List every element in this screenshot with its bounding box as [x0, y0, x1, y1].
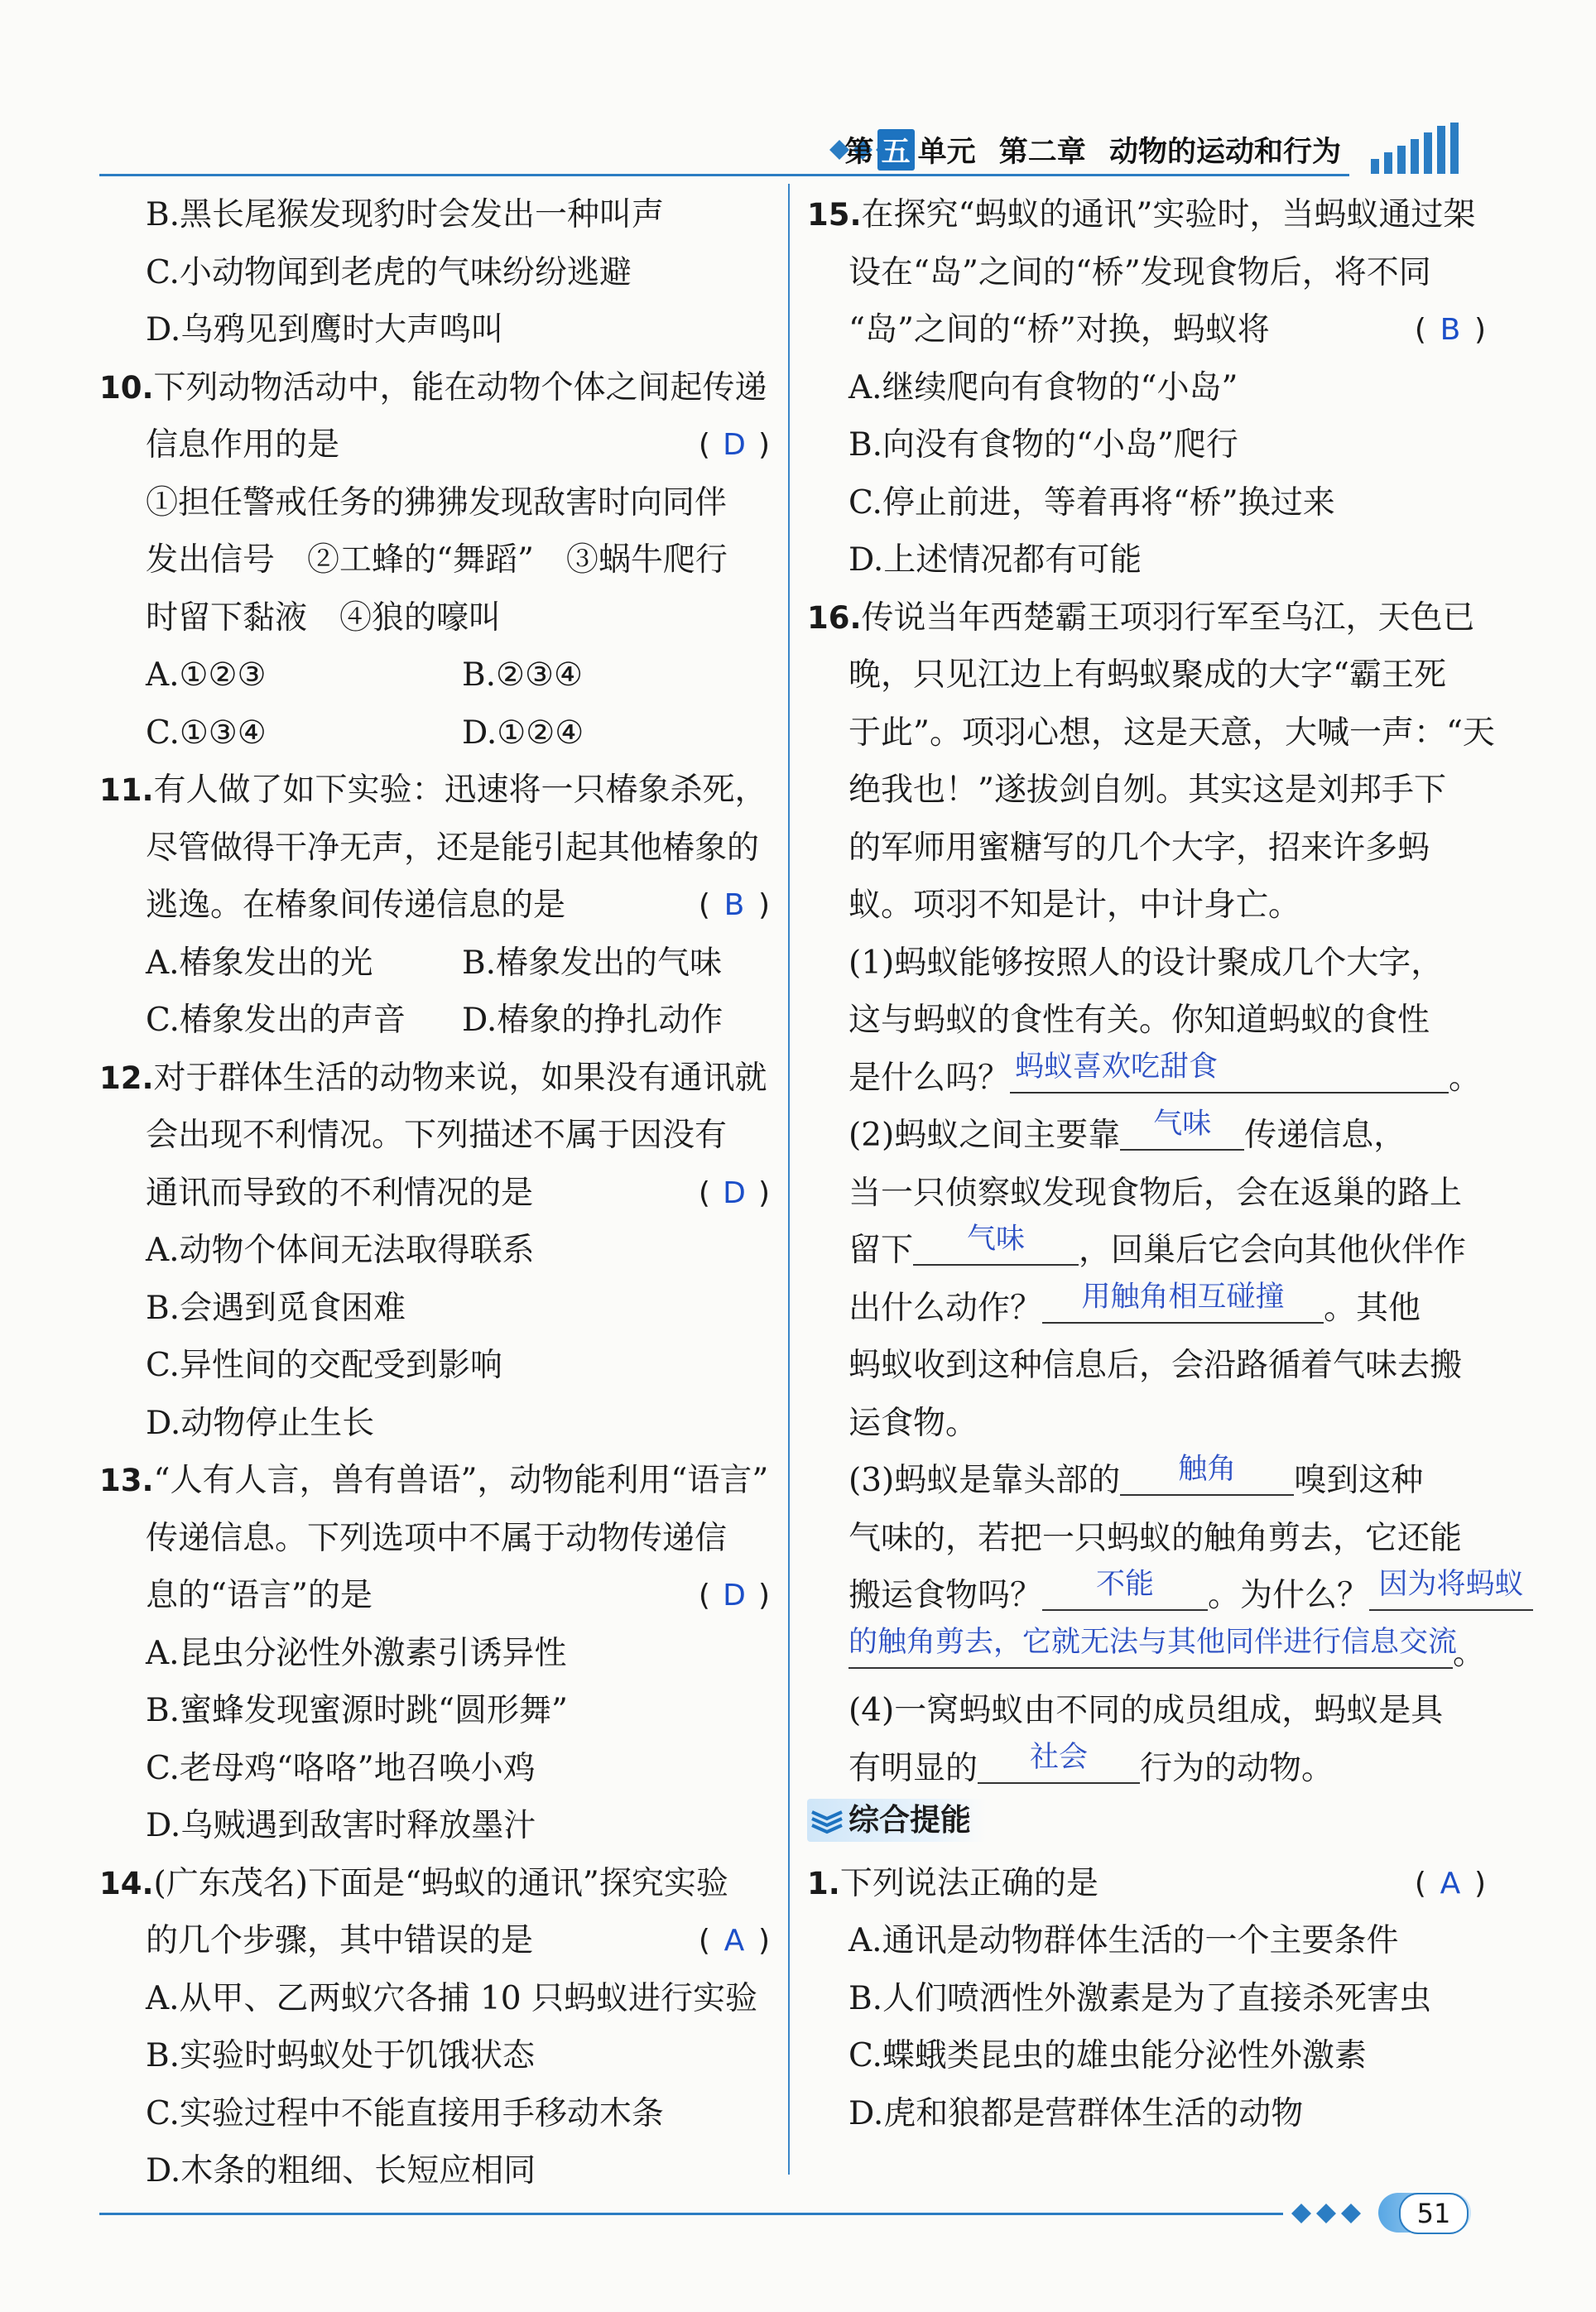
triple-chevron-icon — [1291, 2201, 1371, 2226]
unit-prefix: 第 — [844, 136, 874, 169]
option-text: B.向没有食物的“小岛”爬行 — [848, 426, 1238, 464]
option-text: B.人们喷洒性外激素是为了直接杀死害虫 — [848, 1979, 1432, 2017]
text-line — [99, 1970, 770, 2028]
answer-letter: D — [723, 428, 746, 462]
question-text: 下列说法正确的是 — [839, 1864, 1098, 1902]
handwritten-answer: 触角 — [1178, 1453, 1237, 1486]
question-16-line — [807, 820, 1486, 877]
sub-question-2-line-4 — [807, 1280, 1486, 1338]
answer-letter: B — [723, 888, 745, 922]
option-b — [807, 416, 1486, 474]
answer-bracket: ( D ) — [699, 1567, 770, 1625]
header-rule — [99, 174, 1349, 176]
answer-letter: D — [723, 1579, 746, 1613]
option-text: A.继续爬向有食物的“小岛” — [848, 368, 1238, 406]
question-number: 14. — [99, 1865, 154, 1901]
text-line — [99, 416, 770, 474]
question-text: B.实验时蚂蚁处于饥饿状态 — [146, 2037, 536, 2074]
handwritten-answer: 气味 — [1153, 1108, 1212, 1141]
question-text: 蚂蚁收到这种信息后，会沿路循着气味去搬 — [848, 1347, 1463, 1384]
section-title-text: 综合提能 — [848, 1802, 971, 1838]
question-text: “人有人言，兽有兽语”，动物能利用“语言” — [153, 1462, 769, 1499]
question-text: 在探究“蚂蚁的通讯”实验时，当蚂蚁通过架 — [861, 196, 1476, 233]
question-text: 会出现不利情况。下列描述不属于因没有 — [146, 1117, 728, 1154]
text-line — [99, 1625, 770, 1683]
handwritten-answer: 用触角相互碰撞 — [1081, 1280, 1285, 1314]
question-text: 气味的，若把一只蚂蚁的触角剪去，它还能 — [848, 1519, 1463, 1557]
option-text: D.上述情况都有可能 — [848, 541, 1142, 579]
question-text: A.从甲、乙两蚁穴各捕 10 只蚂蚁进行实验 — [146, 1979, 757, 2017]
option-text: A.椿象发出的光 — [146, 944, 373, 982]
question-text: 设在“岛”之间的“桥”发现食物后，将不同 — [848, 253, 1431, 291]
question-text: C.实验过程中不能直接用手移动木条 — [146, 2094, 664, 2132]
option-text: D.①②④ — [462, 714, 584, 752]
text-line — [99, 1165, 770, 1223]
question-text: 。为什么？ — [1208, 1577, 1370, 1614]
option-b — [807, 1970, 1486, 2028]
question-text: 逃逸。在椿象间传递信息的是 — [146, 887, 566, 924]
text-line — [99, 2027, 770, 2085]
answer-blank — [848, 1625, 1458, 1669]
handwritten-answer: 社会 — [1030, 1740, 1089, 1774]
question-text: 嗅到这种 — [1294, 1462, 1424, 1499]
question-number: 13. — [99, 1463, 154, 1498]
question-line — [99, 1050, 770, 1108]
sub-question-1-line-3 — [807, 1050, 1486, 1108]
question-text: C.小动物闻到老虎的气味纷纷逃避 — [146, 253, 632, 291]
sub-question-2-line-3 — [807, 1222, 1486, 1280]
option-c — [807, 2027, 1486, 2085]
question-text: 息的“语言”的是 — [146, 1577, 373, 1614]
option-text: C.蝶蛾类昆虫的雄虫能分泌性外激素 — [848, 2037, 1367, 2074]
question-text: ，回巢后它会向其他伙伴作 — [1079, 1232, 1467, 1269]
question-text: 。其他 — [1324, 1289, 1421, 1327]
text-line — [99, 1797, 770, 1855]
right-column — [807, 186, 1524, 2142]
text-line — [99, 474, 770, 532]
option-d — [807, 531, 1486, 589]
question-text: 。 — [1449, 1059, 1482, 1097]
question-text: 晚，只见江边上有蚂蚁聚成的大字“霸王死 — [848, 656, 1446, 694]
question-text: (4)一窝蚂蚁由不同的成员组成，蚂蚁是具 — [848, 1692, 1444, 1729]
question-text: 留下 — [848, 1232, 914, 1269]
text-line — [99, 301, 770, 359]
question-text: 传递信息， — [1244, 1117, 1406, 1154]
text-line — [99, 186, 770, 244]
question-text: B.蜜蜂发现蜜源时跳“圆形舞” — [146, 1692, 568, 1729]
section-header — [807, 1797, 1486, 1855]
unit-suffix: 单元 — [917, 136, 976, 169]
question-number: 16. — [807, 599, 862, 636]
answer-blank — [1120, 1453, 1294, 1496]
question-text: B.会遇到觅食困难 — [146, 1289, 406, 1327]
question-text: 蚁。项羽不知是计，中计身亡。 — [848, 887, 1301, 924]
question-text: 通讯而导致的不利情况的是 — [146, 1174, 534, 1212]
option-a — [807, 359, 1486, 417]
question-number: 15. — [807, 197, 862, 233]
question-text: 发出信号 ②工蜂的“舞蹈” ③蜗牛爬行 — [146, 541, 728, 579]
question-16-line-1 — [807, 589, 1486, 647]
answer-blank — [978, 1741, 1140, 1784]
question-text: 对于群体生活的动物来说，如果没有通讯就 — [153, 1059, 767, 1097]
option-d — [807, 2085, 1486, 2143]
option-text: A.通讯是动物群体生活的一个主要条件 — [848, 1922, 1399, 1959]
answer-blank — [1369, 1568, 1533, 1611]
sub-question-1-line-2 — [807, 992, 1486, 1050]
page-number: 51 — [1399, 2193, 1469, 2234]
answer-blank — [913, 1223, 1079, 1266]
signal-bars-icon — [1366, 123, 1473, 174]
sub-question-2-line-5 — [807, 1337, 1486, 1395]
question-text: 当一只侦察蚁发现食物后，会在返巢的路上 — [848, 1174, 1463, 1212]
handwritten-answer: 的触角剪去，它就无法与其他同伴进行信息交流 — [848, 1625, 1458, 1659]
question-16-line — [807, 704, 1495, 762]
option-row — [99, 704, 770, 762]
question-text: 出什么动作？ — [848, 1289, 1043, 1327]
text-line — [99, 1337, 770, 1395]
question-number: 11. — [99, 772, 154, 808]
comprehensive-question-1 — [807, 1855, 1486, 1913]
option-text: C.①③④ — [146, 714, 267, 752]
question-text: 有明显的 — [848, 1749, 978, 1787]
question-text: 。 — [1453, 1634, 1486, 1672]
sub-question-3-line-4 — [807, 1625, 1486, 1683]
option-text: D.椿象的挣扎动作 — [462, 1002, 723, 1039]
question-text: 于此”。项羽心想，这是天意，大喊一声：“天 — [848, 714, 1495, 752]
question-line — [99, 1452, 770, 1510]
unit-number: 五 — [877, 129, 915, 171]
option-text: D.虎和狼都是营群体生活的动物 — [848, 2094, 1304, 2132]
text-line — [99, 877, 770, 935]
question-text: 是什么吗？ — [848, 1059, 1011, 1097]
question-text: (广东茂名)下面是“蚂蚁的通讯”探究实验 — [153, 1864, 728, 1902]
question-line — [99, 762, 770, 820]
answer-bracket: ( B ) — [699, 877, 770, 935]
question-15-line-2 — [807, 244, 1486, 302]
sub-question-3 — [807, 1452, 1486, 1510]
text-line — [99, 1510, 770, 1568]
page-header — [99, 123, 1473, 177]
text-line — [99, 531, 770, 589]
answer-letter: A — [1440, 1866, 1461, 1901]
sub-question-2-line-6 — [807, 1395, 1486, 1453]
answer-blank — [1120, 1108, 1244, 1151]
text-line — [99, 589, 770, 647]
question-text: 行为的动物。 — [1140, 1749, 1334, 1787]
answer-bracket: ( A ) — [1415, 1855, 1486, 1913]
question-16-line — [807, 646, 1486, 704]
question-text: (3)蚂蚁是靠头部的 — [848, 1462, 1121, 1499]
option-row — [99, 992, 770, 1050]
question-text: 有人做了如下实验：迅速将一只椿象杀死， — [153, 771, 767, 809]
chapter-name: 动物的运动和行为 — [1108, 136, 1341, 169]
question-text: “岛”之间的“桥”对换，蚂蚁将 — [848, 311, 1270, 348]
question-number: 1. — [807, 1865, 840, 1901]
question-text: D.动物停止生长 — [146, 1404, 375, 1442]
question-text: 下列动物活动中，能在动物个体之间起传递 — [153, 368, 767, 406]
question-line — [99, 1855, 770, 1913]
question-text: 这与蚂蚁的食性有关。你知道蚂蚁的食性 — [848, 1002, 1430, 1039]
answer-blank — [1042, 1281, 1324, 1324]
option-text: B.②③④ — [462, 656, 583, 694]
answer-bracket: ( D ) — [699, 1165, 770, 1223]
option-text: B.椿象发出的气味 — [462, 944, 723, 982]
question-text: (2)蚂蚁之间主要靠 — [848, 1117, 1121, 1154]
left-column — [99, 186, 770, 2200]
sub-question-2-line-2 — [807, 1165, 1486, 1223]
option-text: C.椿象发出的声音 — [146, 1002, 406, 1039]
question-number: 12. — [99, 1060, 154, 1096]
page-footer — [99, 2189, 1482, 2239]
sub-question-4 — [807, 1682, 1486, 1740]
handwritten-answer: 气味 — [967, 1223, 1026, 1256]
text-line — [99, 1280, 770, 1338]
question-text: A.动物个体间无法取得联系 — [146, 1232, 535, 1269]
question-text: 时留下黏液 ④狼的嚎叫 — [146, 598, 502, 637]
question-text: 搬运食物吗？ — [848, 1577, 1043, 1614]
option-row — [99, 646, 770, 704]
sub-question-3-line-2 — [807, 1510, 1486, 1568]
question-16-line — [807, 877, 1486, 935]
question-text: 传说当年西楚霸王项羽行军至乌江，天色已 — [861, 598, 1475, 637]
answer-letter: D — [723, 1175, 746, 1210]
question-number: 10. — [99, 369, 154, 406]
answer-blank — [1010, 1050, 1449, 1094]
text-line — [99, 1222, 770, 1280]
text-line — [99, 1682, 770, 1740]
question-text: 信息作用的是 — [146, 426, 340, 464]
question-text: 的几个步骤，其中错误的是 — [146, 1922, 534, 1959]
sub-question-1 — [807, 935, 1486, 993]
question-line — [99, 359, 770, 417]
handwritten-answer: 不能 — [1096, 1568, 1155, 1601]
book-stack-icon — [810, 1807, 844, 1835]
footer-rule — [99, 2213, 1283, 2215]
question-text: D.乌贼遇到敌害时释放墨汁 — [146, 1807, 536, 1844]
option-c — [807, 474, 1486, 532]
answer-blank — [1042, 1568, 1208, 1611]
question-15-line-1 — [807, 186, 1486, 244]
question-text: 尽管做得干净无声，还是能引起其他椿象的 — [146, 829, 760, 867]
handwritten-answer: 蚂蚁喜欢吃甜食 — [1015, 1050, 1219, 1084]
option-text: C.停止前进，等着再将“桥”换过来 — [848, 483, 1335, 522]
answer-bracket: ( D ) — [699, 416, 770, 474]
question-text: 传递信息。下列选项中不属于动物传递信 — [146, 1519, 728, 1557]
question-text: D.木条的粗细、长短应相同 — [146, 2152, 536, 2189]
question-text: C.老母鸡“咯咯”地召唤小鸡 — [146, 1749, 536, 1787]
text-line — [99, 1107, 770, 1165]
question-text: B.黑长尾猴发现豹时会发出一种叫声 — [146, 196, 665, 233]
text-line — [99, 1740, 770, 1798]
text-line — [99, 1395, 770, 1453]
text-line — [99, 1567, 770, 1625]
question-text: C.异性间的交配受到影响 — [146, 1347, 502, 1384]
handwritten-answer: 因为将蚂蚁 — [1378, 1568, 1524, 1601]
answer-bracket: ( B ) — [1415, 301, 1486, 359]
sub-question-4-line-2 — [807, 1740, 1486, 1798]
answer-letter: A — [723, 1924, 745, 1958]
question-text: 的军师用蜜糖写的几个大字，招来许多蚂 — [848, 829, 1430, 867]
text-line — [99, 1912, 770, 1970]
text-line — [99, 244, 770, 302]
section-title — [807, 1799, 986, 1842]
question-text: D.乌鸦见到鹰时大声鸣叫 — [146, 311, 504, 348]
column-divider — [788, 184, 790, 2175]
sub-question-3-line-3 — [807, 1567, 1524, 1625]
chapter-title — [845, 129, 1341, 171]
question-text: ①担任警戒任务的狒狒发现敌害时向同伴 — [146, 483, 728, 522]
question-15-line-3 — [807, 301, 1486, 359]
question-16-line — [807, 762, 1486, 820]
text-line — [99, 820, 770, 877]
sub-question-2 — [807, 1107, 1486, 1165]
text-line — [99, 2085, 770, 2143]
chapter-number: 第二章 — [998, 136, 1086, 169]
answer-bracket: ( A ) — [699, 1912, 770, 1970]
question-text: A.昆虫分泌性外激素引诱异性 — [146, 1634, 567, 1672]
option-a — [807, 1912, 1486, 1970]
option-text: A.①②③ — [146, 656, 267, 694]
answer-letter: B — [1440, 313, 1461, 347]
question-text: (1)蚂蚁能够按照人的设计聚成几个大字， — [848, 944, 1444, 982]
question-text: 运食物。 — [848, 1404, 978, 1442]
question-text: 绝我也！”遂拔剑自刎。其实这是刘邦手下 — [848, 771, 1446, 809]
option-row — [99, 935, 770, 993]
